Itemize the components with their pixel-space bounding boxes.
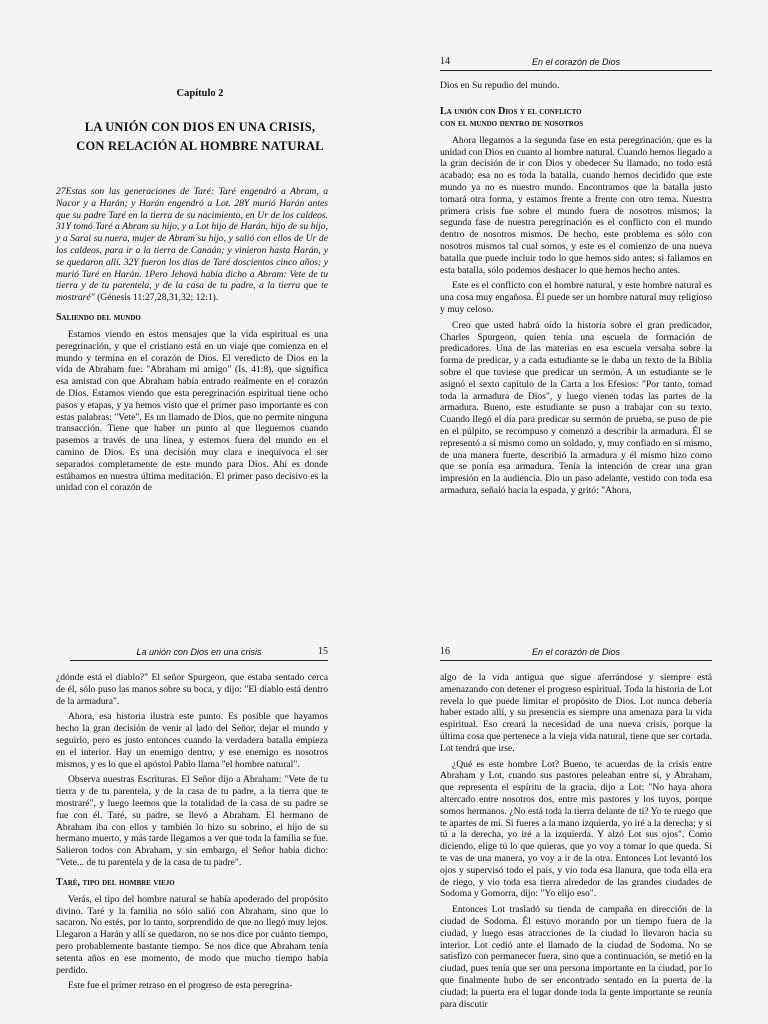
chapter-title-line-2: CON RELACIÓN AL HOMBRE NATURAL bbox=[76, 139, 324, 153]
paragraph: Ahora, esa historia ilustra este punto. Es posible que hayamos hecho la gran decisión de venir al lado del Señor, dejar el mundo y seguirlo, pero es justo entonces cuando la verdadera batalla empieza en el interior. Hay un enemigo dentro, y ese enemigo es nosotros mismos, y es lo que el apóstol Pablo llama "el hombre natural". bbox=[56, 711, 328, 770]
scripture-reference: (Génesis 11:27,28,31,32; 12:1). bbox=[97, 292, 219, 304]
paragraph: Observa nuestras Escrituras. El Señor dijo a Abraham: "Vete de tu tierra y de tu parentela, y de la casa de tu padre, a la tierra que te mostraré", y luego leemos que la totalidad de la casa de su padre se fue con él. Taré, su padre, se llevó a Abraham. El hermano de Abraham iba con ellos y también lo hizo su sobrino, el hijo de su hermano muerto, y más tarde llegamos a ver que toda la familia se fue. Salieron todos con Abraham, y sin embargo, el Señor había dicho: "Vete... de tu parentela y de la casa de tu padre". bbox=[56, 774, 328, 868]
page-14-header bbox=[440, 56, 712, 71]
chapter-title-line-1: LA UNIÓN CON DIOS EN UNA CRISIS, bbox=[84, 120, 316, 134]
paragraph: ¿dónde está el diablo?" El señor Spurgeon, que estaba sentado cerca de él, sólo puso las manos sobre su boca, y dijo: "El diablo está dentro de la armadura". bbox=[56, 672, 328, 707]
paragraph: Este fue el primer retraso en el progreso de esta peregrina- bbox=[68, 980, 293, 992]
page-14-body bbox=[440, 80, 712, 501]
section-heading-saliendo: Saliendo del mundo bbox=[56, 311, 141, 323]
chapter-label: Capítulo 2 bbox=[176, 88, 224, 99]
paragraph: algo de la vida antigua que sigue aferrándose y siempre está amenazando con detener el progreso espiritual. Toda la historia de Lot revela lo que puede limitar el propósito de Dios. Lot nunca debería haber estado allí, y su presencia es siempre una amenaza para la vida espiritual. Eso creará la necesidad de una nueva crisis, porque la última cosa que pertenece a la vieja vida natural, tiene que ser cortada. Lot tendrá que irse. bbox=[440, 672, 712, 754]
paragraph: ¿Qué es este hombre Lot? Bueno, te acuerdas de la crisis entre Abraham y Lot, cuando sus pastores peleaban entre sí, y Abraham, que representa el espíritu de la gracia, dijo a Lot: "No haya ahora altercado entre nosotros dos, entre mis pastores y los tuyos, porque somos hermanos. ¿No está toda la tierra delante de ti? Yo te ruego que te apartes de mí. Si fueres a la mano izquierda, yo iré a la derecha; y si tú a la derecha, yo iré a la izquierda. Y alzó Lot sus ojos". Como diciendo, elige tú lo que quieras, que yo voy a tomar lo que queda. Si te vas de una manera, yo voy a ir de la otra. Entonces Lot levantó los ojos y supervisó todo el país, y vio toda esa llanura, que toda ella era de riego, y vio toda esa tierra alrededor de las grandes ciudades de Sodoma y Gomorra, dijo: "Yo elijo eso". bbox=[440, 758, 712, 900]
page-16-body bbox=[440, 672, 712, 1014]
page-number: 16 bbox=[440, 646, 450, 657]
page-number: 14 bbox=[440, 56, 450, 67]
section-heading-tare: Taré, tipo del hombre viejo bbox=[56, 876, 175, 888]
page-number: 15 bbox=[318, 646, 328, 657]
paragraph: Este es el conflicto con el hombre natural, y este hombre natural es una cosa muy engañosa. Él puede ser un hombre natural muy religioso y muy celoso. bbox=[440, 280, 712, 315]
paragraph: Verás, el tipo del hombre natural se había apoderado del propósito divino. Taré y la familia no sólo salió con Abraham, sino que lo sacaron. No estés, por lo tanto, sorprendido de que no llegó muy lejos. Llegaron a Harán y allí se quedaron, no se nos dice por cuánto tiempo, pero probablemente bastante tiempo. Se nos dice que Abraham tenía setenta años en ese momento, de modo que mucho tiempo había perdido. bbox=[56, 893, 328, 976]
page-15-body bbox=[56, 672, 328, 996]
scripture-text: 27Estas son las generaciones de Taré: Taré engendró a Abram, a Nacor y a Harán; y Harán engendró a Lot. 28Y murió Harán antes que su padre Taré en la tierra de su nacimiento, en Ur de los caldeos. 31Y tomó Taré a Abram su hijo, y a Lot hijo de Harán, hijo de su hijo, y a Sarai su nuera, mujer de Abram su hijo, y salió con ellos de Ur de los caldeos, para ir a la tierra de Canaán; y vinieron hasta Harán, y se quedaron allí. 32Y fueron los días de Taré doscientos cinco años; y murió Taré en Harán. 1Pero Jehová había dicho a Abram: Vete de tu tierra y de tu parentela, y de la casa de tu padre, a la tierra que te mostraré bbox=[56, 186, 328, 304]
chapter-title bbox=[60, 118, 340, 156]
paragraph: Entonces Lot trasladó su tienda de campaña en dirección de la ciudad de Sodoma. Él estuvo morando por un tiempo fuera de la ciudad, y luego esas atracciones de la ciudad lo llevaron hacia su interior. Lot cedió ante el llamado de la ciudad de Sodoma. No se satisfizo con permanecer fuera, sino que a continuación, se metió en la ciudad, pues tenía que ser una persona importante en la ciudad, por lo que finalmente hubo de ser encontrado sentado en la puerta de la ciudad; la puerta era el lugar donde toda la gente importante se reunía para discutir bbox=[440, 904, 712, 1010]
section-heading-line-2: con el mundo dentro de nosotros bbox=[440, 117, 584, 129]
page-15-header bbox=[70, 646, 328, 661]
paragraph: Creo que usted habrá oído la historia sobre el gran predicador, Charles Spurgeon, quien tenía una escuela de formación de predicadores. Una de las materias en esa escuela versaba sobre la forma de predicar, y a cada estudiante se le daba un texto de la Biblia sobre el que tuviese que predicar un sermón. A un estudiante se le asignó el sexto capítulo de la Carta a los Efesios: "Por tanto, tomad toda la armadura de Dios", y luego vienen todas las partes de la armadura. Bueno, este estudiante se puso a trabajar con su texto. Cuando llegó el día para predicar su sermón de prueba, se puso de pie en el púlpito, se recompuso y comenzó a describir la armadura. Él se representó a sí mismo como un soldado, y, muy confiado en sí mismo, de una manera fuerte, describió la armadura y él mismo hizo como que se ponía esa armadura. Tenía la intención de crear una gran impresión en la audiencia. Dio un paso adelante, vestido con toda esa armadura, señaló hacia la espada, y gritó: "Ahora, bbox=[440, 319, 712, 496]
page-16-header bbox=[440, 646, 712, 661]
section-heading-line-1: La unión con Dios y el conflicto bbox=[440, 105, 582, 117]
paragraph: Estamos viendo en estos mensajes que la vida espiritual es una peregrinación, y que el cristiano está en un viaje que comienza en el mundo y termina en el corazón de Dios. El veredicto de Dios en la vida de Abraham fue: "Abraham mi amigo" (Is. 41:8), que significa esa amistad con que Abraham había entrado realmente en el corazón de Dios. Estamos viendo que esta peregrinación espiritual tiene ocho pasos y etapas, y ya hemos visto que el primer paso importante es con estas palabras: "Vete". Es un llamado de Dios, que no permite ninguna transacción. Tiene que haber un punto al que lleguemos cuando pasemos a través de una línea, y estemos fuera del mundo en el camino de Dios. Es una decisión muy clara e inequívoca el ser separados completamente de este mundo para Dios. Ahí es donde estábamos en nuestra última meditación. El primer paso decisivo es la unidad con el corazón de bbox=[56, 328, 328, 494]
paragraph: Ahora llegamos a la segunda fase en esta peregrinación, que es la unidad con Dios en cuanto al hombre natural. Cuando hemos llegado a la gran decisión de ir con Dios y obedecer Su llamado, no todo está acabado; esa no es toda la batalla, cuando hemos decidido que este mundo ya no es nuestro mundo. Encontramos que la batalla justo tomará otra forma, y estamos frente a frente con otro tema. Nuestra primera crisis fue sobre el mundo fuera de nosotros mismos; la segunda fase de nuestra peregrinación es el conflicto con el mundo dentro de nosotros mismos. De hecho, este problema es sólo con nosotros mismos tal cual somos, y este es el comienzo de una nueva batalla que puede incluir todo lo que hemos sido antes; si fallamos en esta batalla, sólo podemos deshacer lo que hemos hecho antes. bbox=[440, 134, 712, 276]
paragraph: Dios en Su repudio del mundo. bbox=[440, 80, 560, 91]
running-title: En el corazón de Dios bbox=[531, 57, 621, 67]
section-heading-union bbox=[440, 106, 712, 130]
scripture-quote: 27Estas son las generaciones de Taré: Taré engendró a Abram, a Nacor y a Harán; y Harán engendró a Lot. 28Y murió Harán antes que su padre Taré en la tierra de su nacimiento, en Ur de los caldeos. 31Y tomó Taré a Abram su hijo, y a Lot hijo de Harán, hijo de su hijo, y a Sarai su nuera, mujer de Abram su hijo, y salió con ellos de Ur de los caldeos, para ir a la tierra de Canaán; y vinieron hasta Harán, y se quedaron allí. 32Y fueron los días de Taré doscientos cinco años; y murió Taré en Harán. 1Pero Jehová había dicho a Abram: Vete de tu tierra y de tu parentela, y de la casa de tu padre, a la tierra que te mostraré" (Génesis 11:27,28,31,32; 12:1). bbox=[56, 186, 328, 304]
running-title: La unión con Dios en una crisis bbox=[136, 647, 262, 657]
running-title: En el corazón de Dios bbox=[531, 647, 621, 657]
page-13-body bbox=[56, 186, 328, 498]
